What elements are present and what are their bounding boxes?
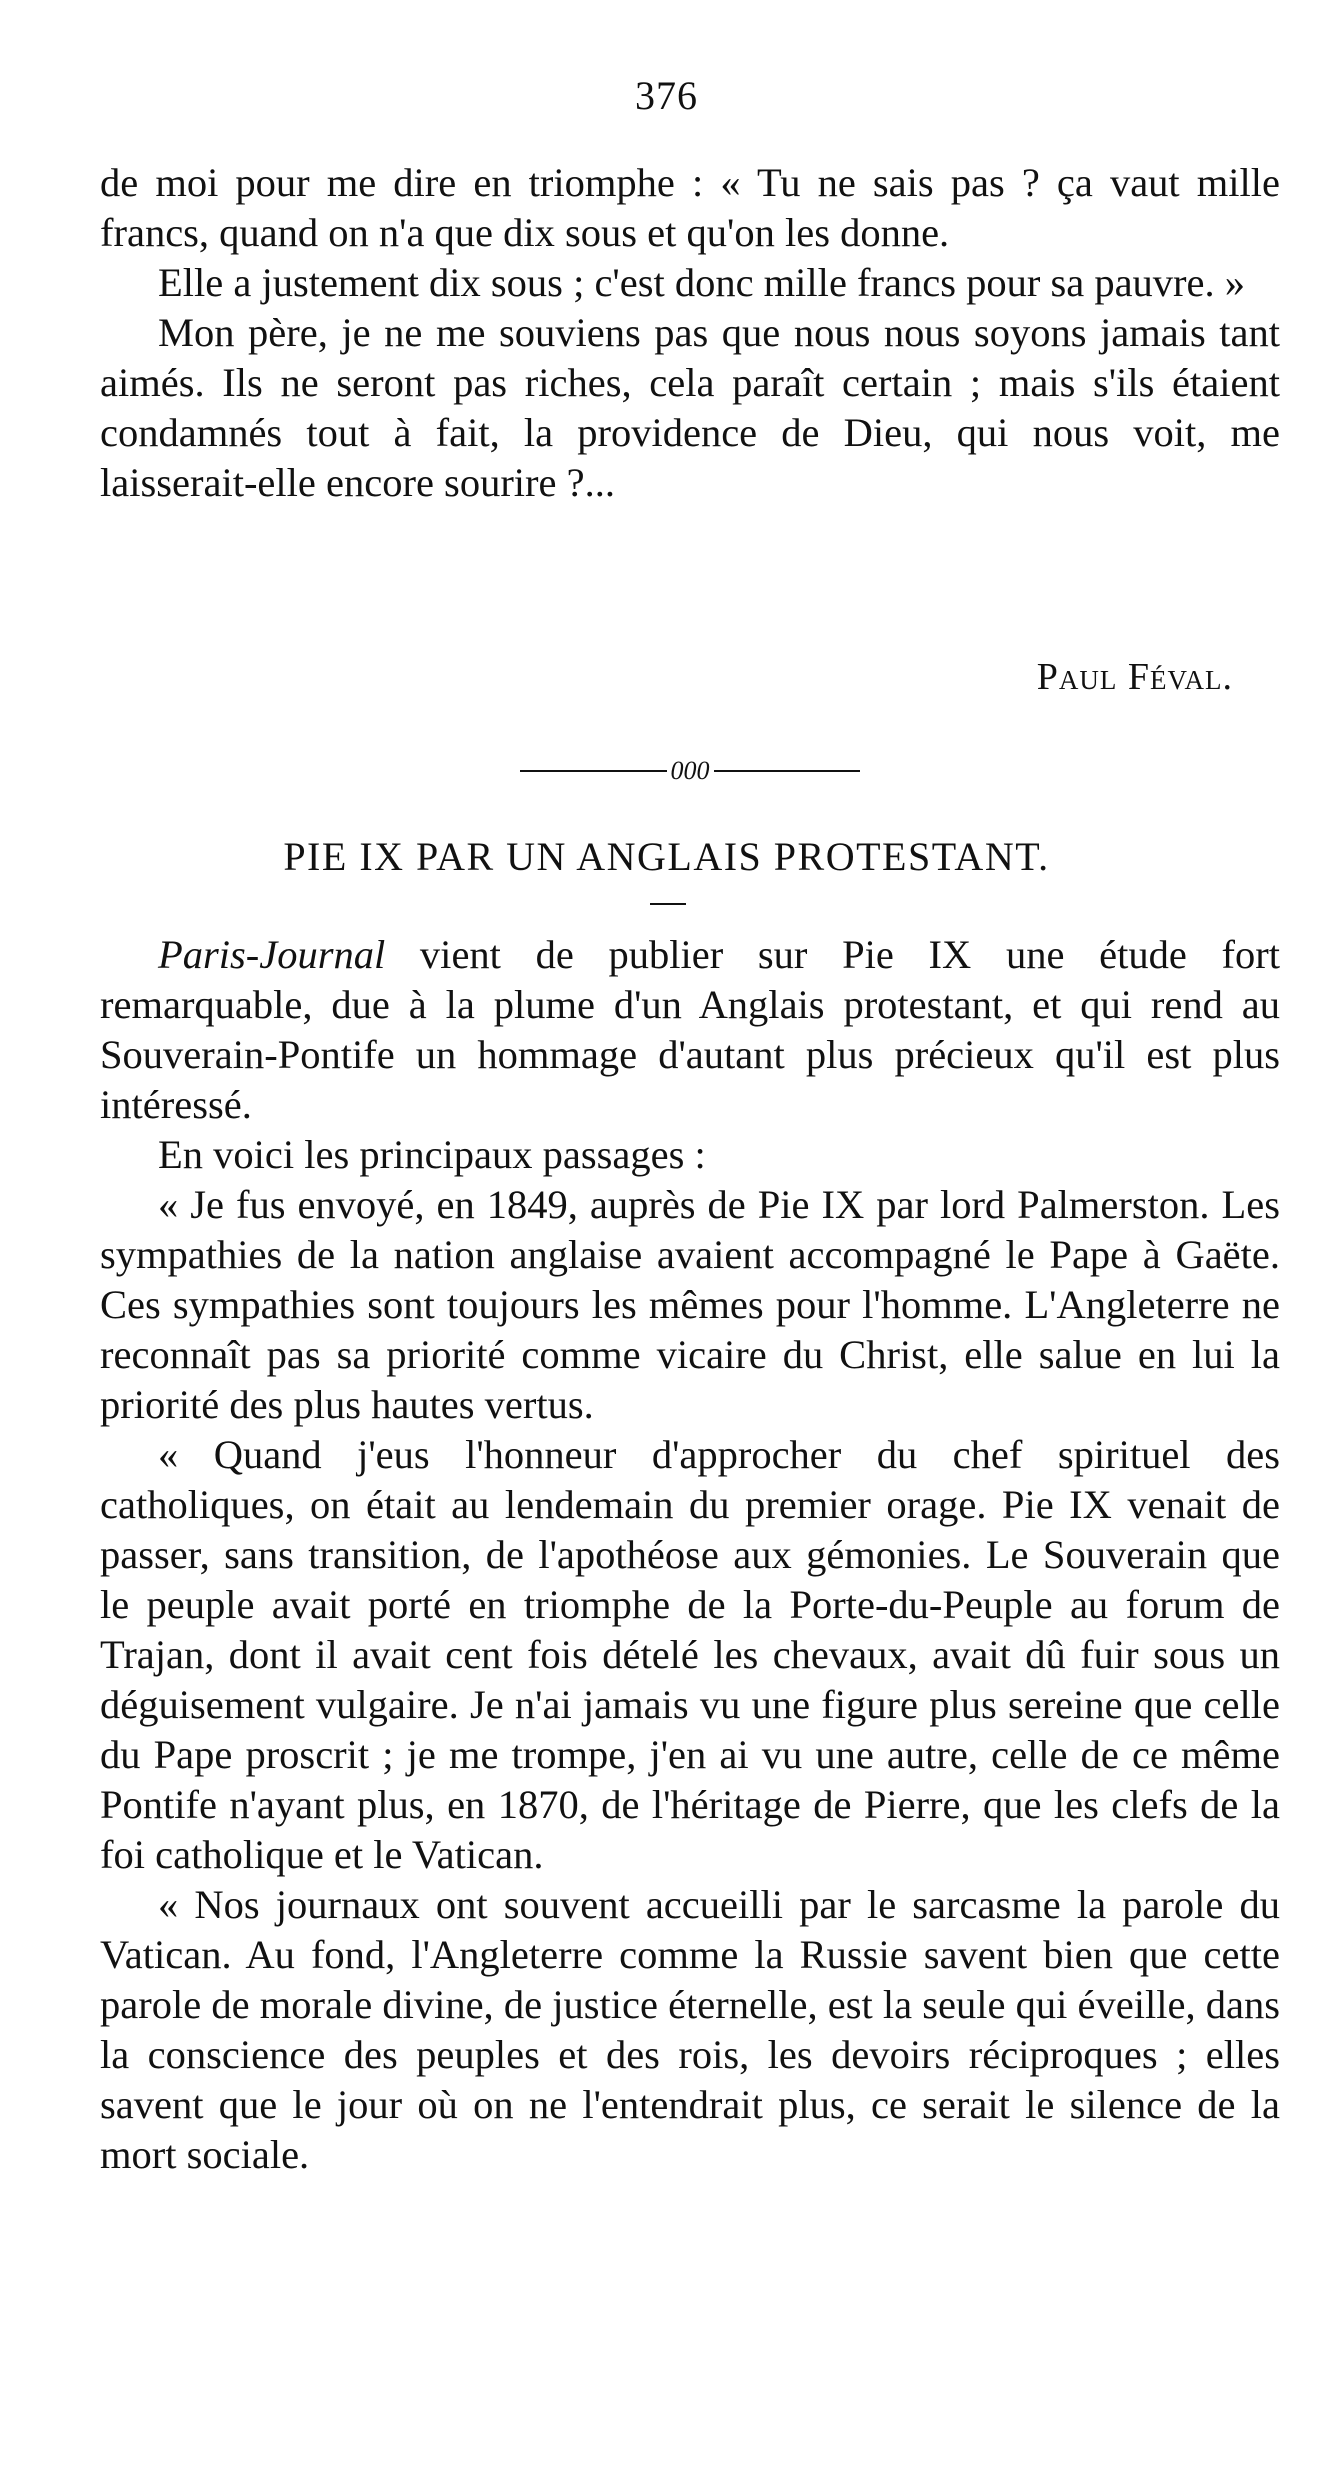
- author-signature: Paul Féval.: [1036, 656, 1233, 698]
- section-separator: [520, 757, 860, 785]
- paragraph: Mon père, je ne me souviens pas que nous nous soyons jamais tant aimés. Ils ne seront pas riches, cela paraît certain ; mais s'ils étaient condamnés tout à fait, la providence de Dieu, qui nous voit, me laisserait-elle encore sourire ?...: [100, 310, 1280, 505]
- newspaper-name: Paris-Journal: [158, 932, 386, 977]
- paragraph: de moi pour me dire en triomphe : « Tu ne sais pas ? ça vaut mille francs, quand on n'a que dix sous et qu'on les donne.: [100, 160, 1280, 255]
- title-rule: [650, 903, 686, 905]
- paragraph: « Nos journaux ont souvent accueilli par le sarcasme la parole du Vatican. Au fond, l'Angleterre comme la Russie savent bien que cette parole de morale divine, de justice éternelle, est la seule qui éveille, dans la conscience des peuples et des rois, les devoirs réciproques ; elles savent que le jour où on ne l'entendrait plus, ce serait le silence de la mort sociale.: [100, 1882, 1280, 2177]
- paragraph: « Quand j'eus l'honneur d'approcher du chef spirituel des catholiques, on était au lendemain du premier orage. Pie IX venait de passer, sans transition, de l'apothéose aux gémonies. Le Souverain que le peuple avait porté en triomphe de la Porte-du-Peuple au forum de Trajan, dont il avait cent fois dételé les chevaux, avait dû fuir sous un déguisement vulgaire. Je n'ai jamais vu une figure plus sereine que celle du Pape proscrit ; je me trompe, j'en ai vu une autre, celle de ce même Pontife n'ayant plus, en 1870, de l'héritage de Pierre, que les clefs de la foi catholique et le Vatican.: [100, 1432, 1280, 1877]
- paragraph: Elle a justement dix sous ; c'est donc mille francs pour sa pauvre. »: [158, 260, 1246, 305]
- paragraph: « Je fus envoyé, en 1849, auprès de Pie IX par lord Palmerston. Les sympathies de la nation anglaise avaient accompagné le Pape à Gaëte. Ces sympathies sont toujours les mêmes pour l'homme. L'Angleterre ne reconnaît pas sa priorité comme vicaire du Christ, elle salue en lui la priorité des plus hautes vertus.: [100, 1182, 1280, 1427]
- paragraph: En voici les principaux passages :: [158, 1132, 706, 1177]
- separator-mark: 000: [670, 756, 710, 785]
- intro-paragraph: [100, 930, 1280, 1130]
- intro-text: vient de publier sur Pie IX une étude fort remarquable, due à la plume d'un Anglais protestant, et qui rend au Souverain-Pontife un hommage d'autant plus précieux qu'il est plus intéressé.: [100, 932, 1280, 1127]
- previous-article-ending: [100, 158, 1280, 508]
- article-title: PIE IX PAR UN ANGLAIS PROTESTANT.: [283, 834, 1050, 879]
- article-body: [100, 930, 1280, 2180]
- page-number: 376: [635, 73, 698, 118]
- separator-rule-left: [520, 770, 667, 772]
- separator-rule-right: [714, 770, 861, 772]
